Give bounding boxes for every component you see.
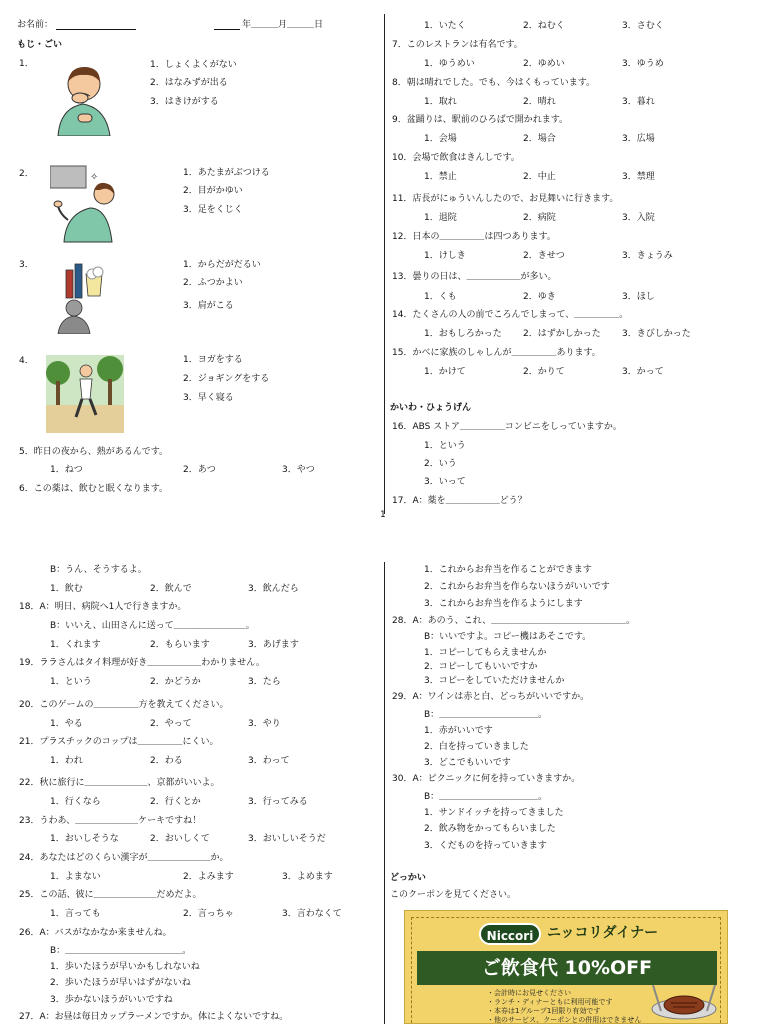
q22-option-3[interactable]: 3．行ってみる [248, 797, 308, 807]
q15-option-2[interactable]: 2．かりて [523, 367, 565, 377]
q5-option-2[interactable]: 2．あつ [183, 465, 216, 475]
q15-stem: 15．かべに家族のしゃしんが＿＿＿＿＿あります。 [392, 348, 601, 358]
top-column-divider [384, 14, 385, 514]
q28-stem: 28．A：あのう、これ、＿＿＿＿＿＿＿＿＿＿＿＿＿＿＿。 [392, 616, 636, 626]
q16-option-2[interactable]: 2．いう [424, 459, 457, 469]
q13-option-2[interactable]: 2．ゆき [523, 292, 556, 302]
q19-option-1[interactable]: 1．という [50, 677, 92, 687]
q24-option-2[interactable]: 2．よみます [183, 872, 234, 882]
q1-option-3[interactable]: 3．はきけがする [150, 97, 219, 107]
q18-option-2[interactable]: 2．もらいます [150, 640, 210, 650]
q20-stem: 20．このゲームの＿＿＿＿＿方を教えてください。 [19, 700, 229, 710]
q3-option-2[interactable]: 2．ふつかよい [183, 278, 243, 288]
q23-option-2[interactable]: 2．おいしくて [150, 834, 210, 844]
q22-stem: 22．秋に旅行に＿＿＿＿＿＿＿、京都がいいよ。 [19, 778, 220, 788]
q30-option-3[interactable]: 3．くだものを持っていきます [424, 841, 547, 851]
q21-option-2[interactable]: 2．わる [150, 756, 183, 766]
q18-option-3[interactable]: 3．あげます [248, 640, 299, 650]
q18-option-1[interactable]: 1．くれます [50, 640, 101, 650]
q23-option-3[interactable]: 3．おいしいそうだ [248, 834, 326, 844]
q27-stem: 27．A：お昼は毎日カップラーメンですか。体によくないですね。 [19, 1012, 289, 1022]
q12-option-2[interactable]: 2．きせつ [523, 251, 565, 261]
q2-option-1[interactable]: 1．あたまがぶつける [183, 168, 270, 178]
coupon-logo: Niccori [479, 923, 541, 945]
q8-option-2[interactable]: 2．晴れ [523, 97, 556, 107]
illustration-hangover [52, 260, 116, 334]
q5-option-1[interactable]: 1．ねつ [50, 465, 83, 475]
q29-stem: 29．A：ワインは赤と白、どっちがいいですか。 [392, 692, 590, 702]
date-blank [214, 29, 240, 30]
q12-option-1[interactable]: 1．けしき [424, 251, 466, 261]
q18-stem: 18．A：明日、病院へ1人で行きますか。 [19, 602, 187, 612]
q27-option-2[interactable]: 2．これからお弁当を作らないほうがいいです [424, 582, 610, 592]
coupon-restaurant-name: ニッコリダイナー [547, 925, 659, 941]
q6-option-1[interactable]: 1．いたく [424, 21, 466, 31]
q9-option-3[interactable]: 3．広場 [622, 134, 655, 144]
q21-option-3[interactable]: 3．わって [248, 756, 290, 766]
q3-option-1[interactable]: 1．からだがだるい [183, 260, 261, 270]
q22-option-2[interactable]: 2．行くとか [150, 797, 201, 807]
q7-option-3[interactable]: 3．ゆうめ [622, 59, 664, 69]
q20-option-2[interactable]: 2．やって [150, 719, 192, 729]
bottom-column-divider [384, 562, 385, 1024]
section-kaiwa: かいわ・ひょうげん [390, 403, 472, 413]
q10-option-3[interactable]: 3．禁理 [622, 172, 655, 182]
q17-stem: 17．A：薬を＿＿＿＿＿＿どう？ [392, 496, 527, 506]
date-label: 年＿＿＿月＿＿＿日 [242, 20, 324, 30]
q18-b-line: B：いいえ、山田さんに送って＿＿＿＿＿＿＿＿。 [50, 621, 255, 631]
q3-number: 3． [19, 260, 34, 270]
q16-option-3[interactable]: 3．いって [424, 477, 466, 487]
q27-option-3[interactable]: 3．これからお弁当を作るようにします [424, 599, 583, 609]
q9-option-1[interactable]: 1．会場 [424, 134, 457, 144]
q12-option-3[interactable]: 3．きょうみ [622, 251, 673, 261]
q23-stem: 23．うわあ、＿＿＿＿＿＿＿ケーキですね！ [19, 816, 202, 826]
q25-option-1[interactable]: 1．言っても [50, 909, 101, 919]
q26-option-3[interactable]: 3．歩かないほうがいいですね [50, 995, 173, 1005]
coupon-offer: ご飲食代 10%OFF [417, 951, 717, 985]
coupon-notes [487, 989, 641, 1024]
q1-option-1[interactable]: 1．しょくよくがない [150, 60, 237, 70]
q25-option-3[interactable]: 3．言わなくて [282, 909, 342, 919]
q29-option-1[interactable]: 1．赤がいいです [424, 726, 493, 736]
q5-stem: 5．昨日の夜から、熱があるんです。 [19, 447, 169, 457]
name-label: お名前： [17, 20, 54, 30]
q8-option-3[interactable]: 3．暮れ [622, 97, 655, 107]
q4-number: 4． [19, 356, 34, 366]
q17-option-3[interactable]: 3．飲んだら [248, 584, 299, 594]
q1-number: 1． [19, 59, 34, 69]
q2-option-2[interactable]: 2．目がかゆい [183, 186, 243, 196]
q19-option-2[interactable]: 2．かどうか [150, 677, 201, 687]
q20-option-3[interactable]: 3．やり [248, 719, 281, 729]
q26-stem: 26．A：バスがなかなか来ませんね。 [19, 928, 172, 938]
q29-option-2[interactable]: 2．白を持っていきました [424, 742, 529, 752]
q10-stem: 10．会場で飲食はきんしです。 [392, 153, 520, 163]
q29-option-3[interactable]: 3．どこでもいいです [424, 758, 511, 768]
q20-option-1[interactable]: 1．やる [50, 719, 83, 729]
q29-b-line: B：＿＿＿＿＿＿＿＿＿＿＿。 [424, 710, 548, 720]
q7-option-2[interactable]: 2．ゆめい [523, 59, 565, 69]
q24-option-1[interactable]: 1．よまない [50, 872, 101, 882]
q13-option-1[interactable]: 1．くも [424, 292, 457, 302]
q21-stem: 21．プラスチックのコップは＿＿＿＿＿にくい。 [19, 737, 219, 747]
q8-option-1[interactable]: 1．取れ [424, 97, 457, 107]
coupon [404, 910, 728, 1024]
q6-stem: 6．この薬は、飲むと眠くなります。 [19, 484, 169, 494]
q17-b-line: B：うん、そうするよ。 [50, 565, 147, 575]
steak-icon [649, 981, 719, 1021]
illustration-jogging [46, 355, 124, 433]
q4-option-2[interactable]: 2．ジョギングをする [183, 374, 270, 384]
q27-option-1[interactable]: 1．これからお弁当を作ることができます [424, 565, 592, 575]
q16-option-1[interactable]: 1．という [424, 441, 466, 451]
q4-option-1[interactable]: 1．ヨガをする [183, 355, 243, 365]
q14-stem: 14．たくさんの人の前でころんでしまって、＿＿＿＿＿。 [392, 310, 629, 320]
q10-option-1[interactable]: 1．禁止 [424, 172, 457, 182]
page-number: 1 [380, 510, 386, 520]
q30-option-1[interactable]: 1．サンドイッチを持ってきました [424, 808, 564, 818]
q11-option-1[interactable]: 1．退院 [424, 213, 457, 223]
name-blank [56, 29, 136, 30]
section-dokkai: どっかい [390, 873, 426, 883]
q2-option-3[interactable]: 3．足をくじく [183, 205, 243, 215]
q1-option-2[interactable]: 2．はなみずが出る [150, 78, 228, 88]
q15-option-1[interactable]: 1．かけて [424, 367, 466, 377]
q14-option-1[interactable]: 1．おもしろかった [424, 329, 502, 339]
q26-option-1[interactable]: 1．歩いたほうが早いかもしれないね [50, 962, 200, 972]
q12-stem: 12．日本の＿＿＿＿＿は四つあります。 [392, 232, 556, 242]
q10-option-2[interactable]: 2．中止 [523, 172, 556, 182]
q4-option-3[interactable]: 3．早く寝る [183, 393, 234, 403]
q21-option-1[interactable]: 1．われ [50, 756, 83, 766]
q13-stem: 13．曇りの日は、＿＿＿＿＿＿が多い。 [392, 272, 557, 282]
q7-stem: 7．このレストランは有名です。 [392, 40, 523, 50]
q8-stem: 8．朝は晴れでした。でも、今はくもっています。 [392, 78, 596, 88]
q16-stem: 16．ABS ストア＿＿＿＿＿コンビニをしっていますか。 [392, 422, 622, 432]
svg-text:✧: ✧ [90, 172, 99, 183]
q25-option-2[interactable]: 2．言っちゃ [183, 909, 234, 919]
q6-option-2[interactable]: 2．ねむく [523, 21, 565, 31]
q2-number: 2． [19, 169, 34, 179]
coupon-note: ・会計時にお見せください [487, 989, 571, 997]
q26-option-2[interactable]: 2．歩いたほうが早いはずがないね [50, 978, 191, 988]
q15-option-3[interactable]: 3．かって [622, 367, 664, 377]
coupon-note: ・他のサービス、クーポンとの併用はできません [487, 1016, 642, 1024]
q19-option-3[interactable]: 3．たら [248, 677, 281, 687]
q11-stem: 11．店長がにゅういんしたので、お見舞いに行きます。 [392, 194, 619, 204]
q17-option-1[interactable]: 1．飲む [50, 584, 83, 594]
q30-stem: 30．A：ピクニックに何を持っていきますか。 [392, 774, 581, 784]
q9-stem: 9．盆踊りは、駅前のひろばで開かれます。 [392, 115, 569, 125]
section-moji-goi: もじ・ごい [17, 40, 63, 50]
q22-option-1[interactable]: 1．行くなら [50, 797, 101, 807]
q14-option-2[interactable]: 2．はずかしかった [523, 329, 601, 339]
q13-option-3[interactable]: 3．ほし [622, 292, 655, 302]
q19-stem: 19．ララさんはタイ料理が好き＿＿＿＿＿＿わかりません。 [19, 658, 265, 668]
q26-b-line: B：＿＿＿＿＿＿＿＿＿＿＿＿＿。 [50, 946, 192, 956]
q17-option-2[interactable]: 2．飲んで [150, 584, 192, 594]
q3-option-3[interactable]: 3．肩がこる [183, 301, 234, 311]
q28-option-2[interactable]: 2．コピーしてもいいですか [424, 662, 538, 672]
q7-option-1[interactable]: 1．ゆうめい [424, 59, 475, 69]
q25-stem: 25．この話、彼に＿＿＿＿＿＿＿だめだよ。 [19, 890, 202, 900]
illustration-sick-man [50, 60, 116, 136]
q30-b-line: B：＿＿＿＿＿＿＿＿＿＿＿。 [424, 792, 548, 802]
coupon-note: ・本券は1グループ1回限り有効です [487, 1007, 601, 1015]
q24-option-3[interactable]: 3．よめます [282, 872, 333, 882]
dokkai-instruction: このクーポンを見てください。 [390, 890, 517, 900]
q28-option-3[interactable]: 3．コピーをしていただけませんか [424, 676, 565, 686]
q24-stem: 24．あなたはどのくらい漢字が＿＿＿＿＿＿＿か。 [19, 853, 229, 863]
q9-option-2[interactable]: 2．場合 [523, 134, 556, 144]
q6-option-3[interactable]: 3．さむく [622, 21, 664, 31]
q14-option-3[interactable]: 3．きびしかった [622, 329, 691, 339]
illustration-bumped-head [50, 164, 120, 244]
q28-b-line: B：いいですよ。コピー機はあそこです。 [424, 632, 592, 642]
q23-option-1[interactable]: 1．おいしそうな [50, 834, 119, 844]
q5-option-3[interactable]: 3．やつ [282, 465, 315, 475]
q11-option-3[interactable]: 3．入院 [622, 213, 655, 223]
q30-option-2[interactable]: 2．飲み物をかってもらいました [424, 824, 556, 834]
q28-option-1[interactable]: 1．コピーしてもらえませんか [424, 648, 547, 658]
q11-option-2[interactable]: 2．病院 [523, 213, 556, 223]
coupon-note: ・ランチ・ディナーともに利用可能です [487, 998, 613, 1006]
